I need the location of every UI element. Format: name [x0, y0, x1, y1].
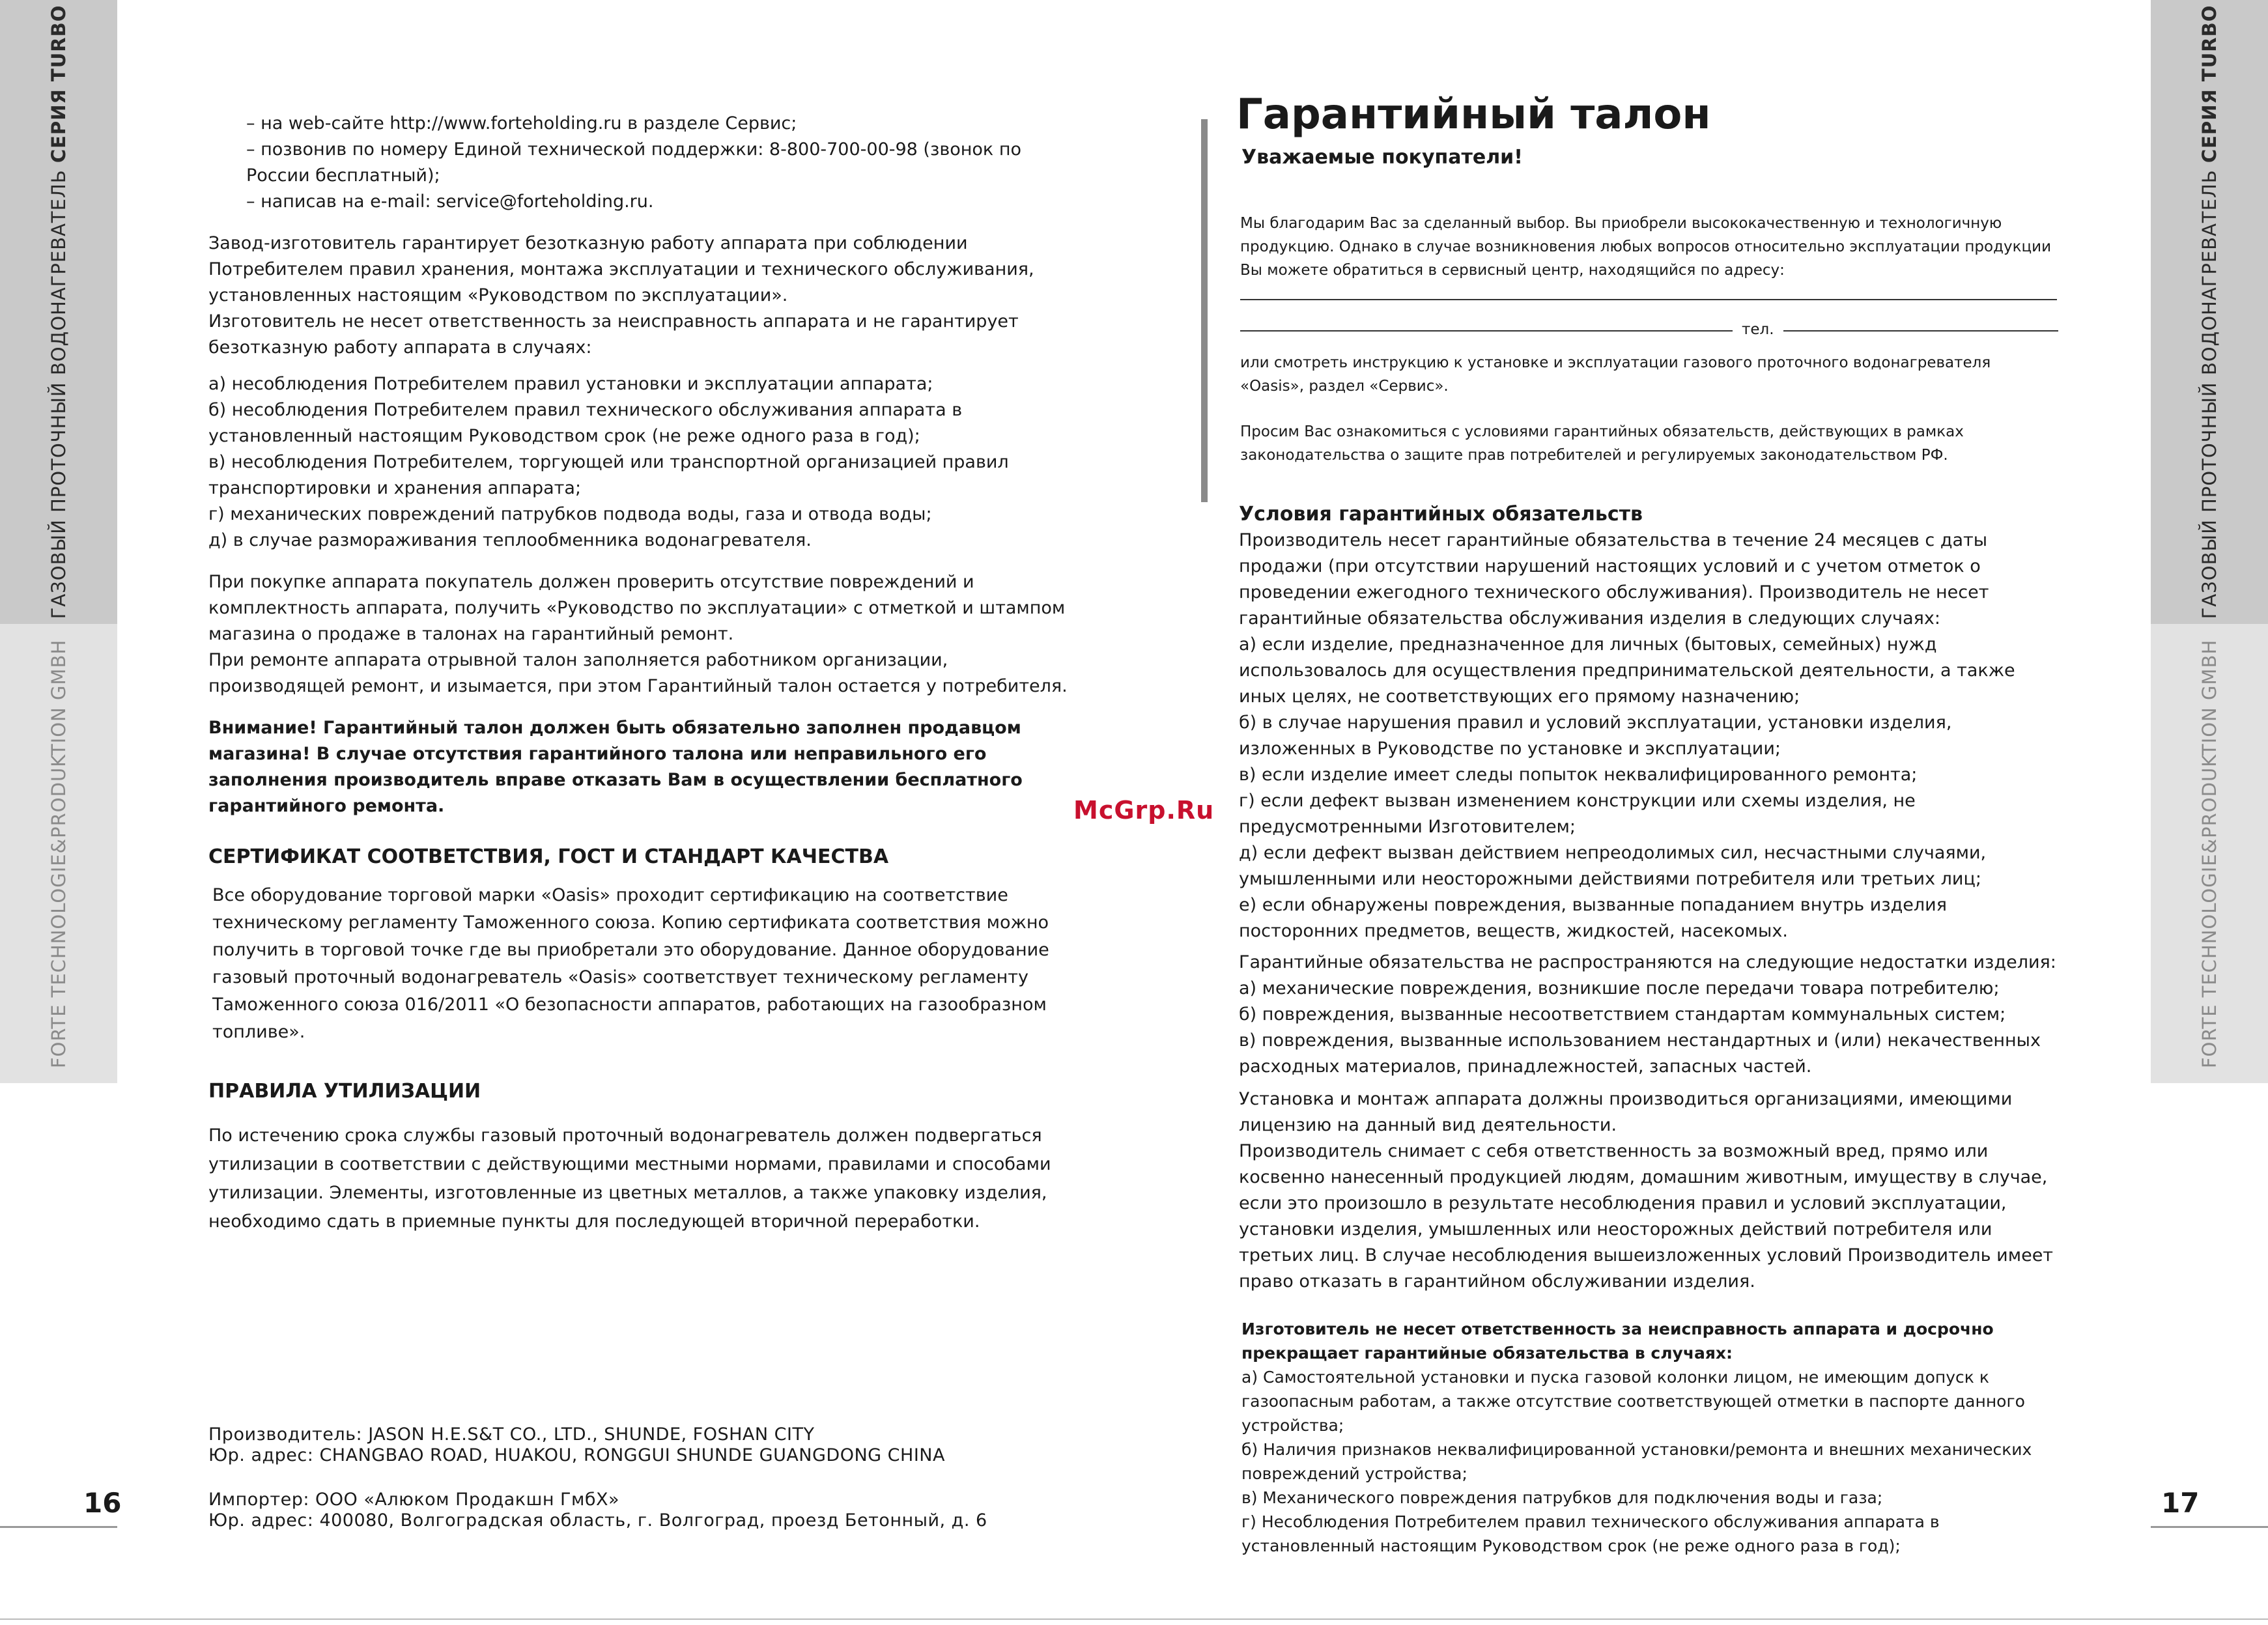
- left-sidebar-company: FORTE TECHNOLOGIE&PRODUKTION GMBH: [48, 639, 70, 1068]
- termination-item: в) Механического повреждения патрубков для подключения воды и газа;: [1241, 1488, 1883, 1507]
- disposal-heading: ПРАВИЛА УТИЛИЗАЦИИ: [208, 1080, 481, 1103]
- left-page-body: [208, 111, 1081, 1236]
- tel-row: [1240, 317, 2058, 338]
- left-page-number-rule: [0, 1526, 117, 1528]
- warranty-paragraph: Изготовитель не несет ответственность за неисправность аппарата и не гарантирует безотказную работу аппарата в случаях:: [208, 311, 1019, 358]
- intro-text: Мы благодарим Вас за сделанный выбор. Вы приобрели высококачественную и технологичную продукцию. Однако в случае возникновения любых вопросов относительно эксплуатации продукции Вы можете обратиться в сервисный центр, находящийся по адресу:: [1240, 215, 2052, 279]
- conditions-intro: Производитель несет гарантийные обязательства в течение 24 месяцев с даты продажи (при отсутствии нарушений настоящих условий и с учетом отметок о проведении ежегодного технического обслуживания). Производитель не несет гарантийные обязательства обслуживания изделия в следующих случаях:: [1239, 530, 1989, 629]
- contact-item: – позвонив по номеру Единой технической поддержки: 8-800-700-00-98 (звонок по России бесплатный);: [246, 139, 1021, 186]
- disposal-text: По истечению срока службы газовый проточный водонагреватель должен подвергаться утилизации в соответствии с действующими местными нормами, правилами и способами утилизации. Элементы, изготовленные из цветных металлов, а также упаковку изделия, необходимо сдать в приемные пункты для последующей вторичной переработки.: [208, 1125, 1051, 1232]
- manufacturer-block: [208, 1424, 1081, 1531]
- condition-item: б) в случае нарушения правил и условий эксплуатации, установки изделия, изложенных в Руководстве по установке и эксплуатации;: [1239, 713, 1952, 759]
- importer-name: Импортер: ООО «Алюком Продакшн ГмбХ»: [208, 1490, 620, 1510]
- exclusions-intro: Гарантийные обязательства не распространяются на следующие недостатки изделия:: [1239, 952, 2056, 972]
- sidebar-series-prefix: ГАЗОВЫЙ ПРОТОЧНЫЙ ВОДОНАГРЕВАТЕЛЬ: [48, 169, 70, 619]
- condition-item: е) если обнаружены повреждения, вызванные попаданием внутрь изделия посторонних предметов, веществ, жидкостей, насекомых.: [1239, 895, 1947, 941]
- left-page-number: 16: [83, 1487, 122, 1519]
- title-accent-bar: [1201, 119, 1208, 502]
- right-page-number: 17: [2161, 1487, 2200, 1519]
- warranty-header: [1236, 91, 2063, 171]
- tel-label: тел.: [1742, 321, 1774, 338]
- contact-item: – написав на e-mail: service@forteholding.ru.: [246, 191, 654, 212]
- install-text: Установка и монтаж аппарата должны производиться организациями, имеющими лицензию на данный вид деятельности.: [1239, 1089, 2013, 1135]
- right-sidebar-series-label: [2198, 5, 2220, 619]
- sidebar-series-bold: СЕРИЯ TURBO: [2198, 5, 2220, 163]
- termination-heading: Изготовитель не несет ответственность за неисправность аппарата и досрочно прекращает гарантийные обязательства в случаях:: [1241, 1320, 1994, 1363]
- certificate-heading: СЕРТИФИКАТ СООТВЕТСТВИЯ, ГОСТ И СТАНДАРТ КАЧЕСТВА: [208, 845, 889, 868]
- left-sidebar-series-label: [48, 5, 70, 619]
- purchase-paragraph: При ремонте аппарата отрывной талон заполняется работником организации, производящей ремонт, и изымается, при этом Гарантийный талон остается у потребителя.: [208, 650, 1068, 696]
- case-item: а) несоблюдения Потребителем правил установки и эксплуатации аппарата;: [208, 374, 933, 394]
- warranty-intro-block: [1240, 212, 2058, 467]
- page-bottom-rule: [0, 1618, 2268, 1620]
- watermark: McGrp.Ru: [1073, 796, 1215, 825]
- condition-item: в) если изделие имеет следы попыток неквалифицированного ремонта;: [1239, 765, 1918, 785]
- contact-item: – на web-сайте http://www.forteholding.ru в разделе Сервис;: [246, 113, 797, 134]
- sidebar-series-bold: СЕРИЯ TURBO: [48, 5, 70, 163]
- termination-item: г) Несоблюдения Потребителем правил технического обслуживания аппарата в установленный настоящим Руководством срок (не реже одного раза в год);: [1241, 1512, 1940, 1555]
- condition-item: а) если изделие, предназначенное для личных (бытовых, семейных) нужд использовалось для осуществления предпринимательской деятельности, а также иных целях, не соответствующих его прямому назначению;: [1239, 634, 2015, 707]
- right-page-number-rule: [2151, 1526, 2268, 1528]
- right-sidebar-bottom: [2151, 624, 2268, 1083]
- liability-text: Производитель снимает с себя ответственность за возможный вред, прямо или косвенно нанесенный продукцией людям, домашним животным, имуществу в случае, если это произошло в результате несоблюдения правил и условий эксплуатации, установки изделия, умышленных или неосторожных действий потребителя или третьих лиц. В случае несоблюдения вышеизложенных условий Производитель имеет право отказать в гарантийном обслуживании изделия.: [1239, 1141, 2054, 1292]
- conditions-heading: Условия гарантийных обязательств: [1239, 503, 1643, 526]
- left-sidebar-top: [0, 0, 117, 624]
- condition-item: д) если дефект вызван действием непреодолимых сил, несчастными случаями, умышленными или неосторожными действиями потребителя или третьих лиц;: [1239, 843, 1987, 889]
- case-item: д) в случае размораживания теплообменника водонагревателя.: [208, 530, 812, 550]
- greeting: Уважаемые покупатели!: [1241, 146, 1523, 169]
- page-title: Гарантийный талон: [1236, 91, 1711, 139]
- case-item: б) несоблюдения Потребителем правил технического обслуживания аппарата в установленный настоящим Руководством срок (не реже одного раза в год);: [208, 400, 963, 446]
- exclusion-item: а) механические повреждения, возникшие после передачи товара потребителю;: [1239, 978, 2000, 998]
- warning-text: Внимание! Гарантийный талон должен быть обязательно заполнен продавцом магазина! В случае отсутствия гарантийного талона или неправильного его заполнения производитель вправе отказать Вам в осуществлении бесплатного гарантийного ремонта.: [208, 718, 1023, 816]
- sidebar-series-prefix: ГАЗОВЫЙ ПРОТОЧНЫЙ ВОДОНАГРЕВАТЕЛЬ: [2198, 169, 2220, 619]
- left-sidebar-bottom: [0, 624, 117, 1083]
- termination-block: [1241, 1317, 2075, 1558]
- address-line-2: [1240, 330, 1733, 332]
- instruction-text: или смотреть инструкцию к установке и эксплуатации газового проточного водонагревателя «Oasis», раздел «Сервис».: [1240, 354, 1991, 395]
- manufacturer-name: Производитель: JASON H.E.S&T CO., LTD., SHUNDE, FOSHAN CITY: [208, 1424, 815, 1445]
- request-text: Просим Вас ознакомиться с условиями гарантийных обязательств, действующих в рамках законодательства о защите прав потребителей и регулируемых законодательством РФ.: [1240, 423, 1964, 464]
- case-item: г) механических повреждений патрубков подвода воды, газа и отвода воды;: [208, 504, 932, 524]
- address-line: [1240, 299, 2057, 300]
- tel-line: [1783, 330, 2058, 332]
- conditions-block: [1239, 502, 2066, 1295]
- warranty-paragraph: Завод-изготовитель гарантирует безотказную работу аппарата при соблюдении Потребителем правил хранения, монтажа эксплуатации и технического обслуживания, установленных настоящим «Руководством по эксплуатации».: [208, 233, 1034, 305]
- manufacturer-address: Юр. адрес: CHANGBAO ROAD, HUAKOU, RONGGUI SHUNDE GUANGDONG CHINA: [208, 1445, 945, 1465]
- exclusion-item: в) повреждения, вызванные использованием нестандартных и (или) некачественных расходных материалов, принадлежностей, запасных частей.: [1239, 1030, 2041, 1077]
- right-sidebar-company: FORTE TECHNOLOGIE&PRODUKTION GMBH: [2198, 639, 2220, 1068]
- certificate-text: Все оборудование торговой марки «Oasis» проходит сертификацию на соответствие техническому регламенту Таможенного союза. Копию сертификата соответствия можно получить в торговой точке где вы приобретали это оборудование. Данное оборудование газовый проточный водонагреватель «Oasis» соответствует техническому регламенту Таможенного союза 016/2011 «О безопасности аппаратов, работающих на газообразном топливе».: [212, 885, 1049, 1042]
- exclusion-item: б) повреждения, вызванные несоответствием стандартам коммунальных систем;: [1239, 1004, 2006, 1024]
- importer-address: Юр. адрес: 400080, Волгоградская область, г. Волгоград, проезд Бетонный, д. 6: [208, 1510, 987, 1531]
- case-item: в) несоблюдения Потребителем, торгующей или транспортной организацией правил транспортировки и хранения аппарата;: [208, 452, 1009, 498]
- contact-list: [208, 111, 1081, 215]
- termination-item: а) Самостоятельной установки и пуска газовой колонки лицом, не имеющим допуск к газоопасным работам, а также отсутствие соответствующей отметки в паспорте данного устройства;: [1241, 1368, 2025, 1435]
- cases-list: [208, 371, 1081, 554]
- purchase-paragraph: При покупке аппарата покупатель должен проверить отсутствие повреждений и комплектность аппарата, получить «Руководство по эксплуатации» с отметкой и штампом магазина о продаже в талонах на гарантийный ремонт.: [208, 572, 1066, 644]
- condition-item: г) если дефект вызван изменением конструкции или схемы изделия, не предусмотренными Изготовителем;: [1239, 791, 1916, 837]
- termination-item: б) Наличия признаков неквалифицированной установки/ремонта и внешних механических повреждений устройства;: [1241, 1440, 2032, 1483]
- right-sidebar-top: [2151, 0, 2268, 624]
